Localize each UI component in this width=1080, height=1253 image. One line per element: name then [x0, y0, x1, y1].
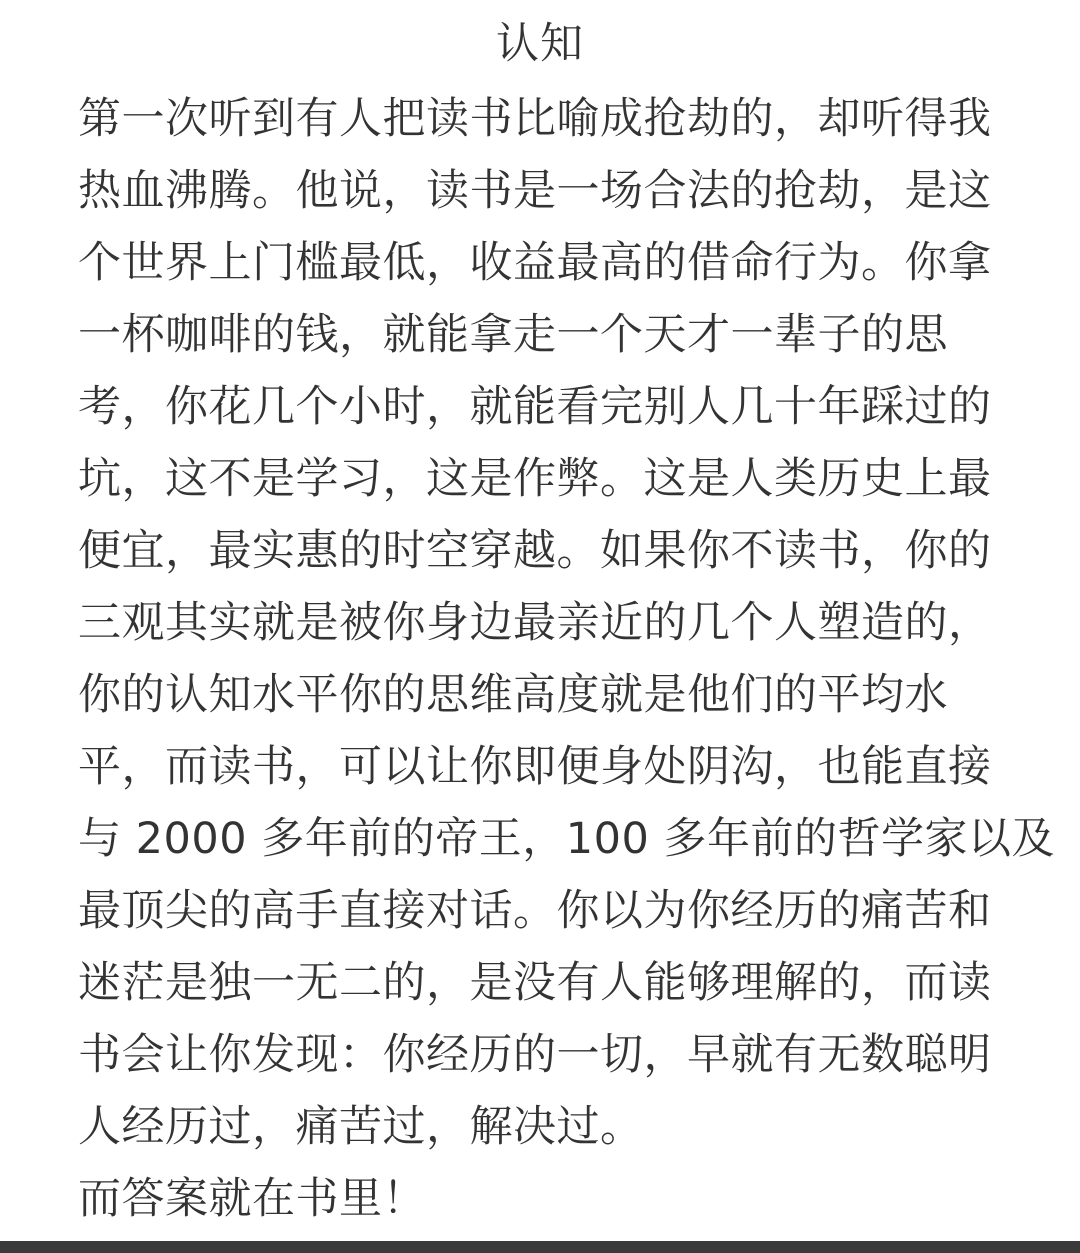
bottom-edge-bar	[0, 1241, 1080, 1253]
text-line-2: 热血沸腾。他说，读书是一场合法的抢劫，是这	[78, 166, 992, 216]
text-line-13: 迷茫是独一无二的，是没有人能够理解的，而读	[78, 958, 992, 1008]
text-line-3: 个世界上门槛最低，收益最高的借命行为。你拿	[78, 238, 992, 288]
text-line-11: 与 2000 多年前的帝王，100 多年前的哲学家以及	[78, 814, 1056, 864]
text-line-14: 书会让你发现：你经历的一切，早就有无数聪明	[78, 1030, 992, 1080]
text-line-1: 第一次听到有人把读书比喻成抢劫的，却听得我	[78, 94, 992, 144]
text-line-8: 三观其实就是被你身边最亲近的几个人塑造的，	[78, 598, 992, 648]
text-line-6: 坑，这不是学习，这是作弊。这是人类历史上最	[78, 454, 992, 504]
text-line-10: 平，而读书，可以让你即便身处阴沟，也能直接	[78, 742, 992, 792]
text-line-15: 人经历过，痛苦过，解决过。	[78, 1102, 644, 1152]
text-line-12: 最顶尖的高手直接对话。你以为你经历的痛苦和	[78, 886, 992, 936]
text-line-16: 而答案就在书里！	[78, 1174, 426, 1224]
text-line-9: 你的认知水平你的思维高度就是他们的平均水	[78, 670, 948, 720]
text-line-5: 考，你花几个小时，就能看完别人几十年踩过的	[78, 382, 992, 432]
text-line-7: 便宜，最实惠的时空穿越。如果你不读书，你的	[78, 526, 992, 576]
text-line-4: 一杯咖啡的钱，就能拿走一个天才一辈子的思	[78, 310, 948, 360]
page-title: 认知	[496, 19, 584, 69]
